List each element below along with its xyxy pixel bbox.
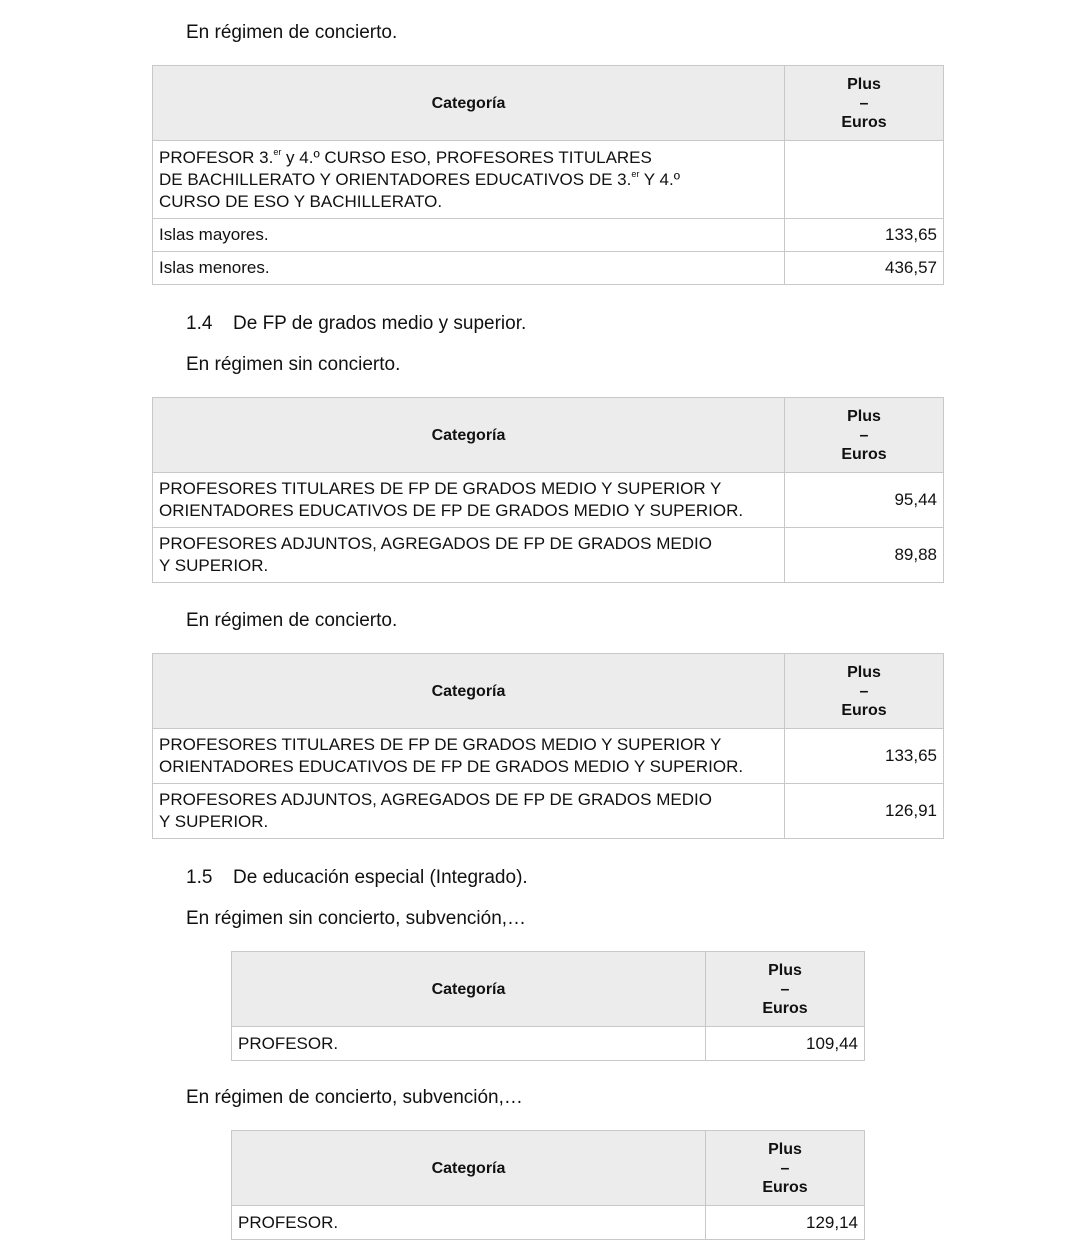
header-dash: – [859,682,869,700]
table-row [153,784,944,839]
value-cell: 436,57 [785,252,944,285]
superscript: er [273,146,282,157]
section-subheading: En régimen sin concierto, subvención,… [186,908,527,929]
category-text: Y SUPERIOR. [159,812,269,831]
category-cell [153,528,785,583]
category-cell [153,729,785,784]
table-group-row [153,141,944,219]
table-header-row [232,1131,865,1206]
table-row [153,252,944,285]
table-header-row [153,66,944,141]
column-header-categoria: Categoría [153,398,785,473]
header-plus: Plus [847,75,881,93]
salary-table-especial-sin-concierto [231,951,865,1061]
section-subheading: En régimen de concierto, subvención,… [186,1087,523,1108]
category-text: Y SUPERIOR. [159,556,269,575]
category-cell: PROFESOR. [232,1206,706,1240]
value-cell: 95,44 [785,473,944,528]
salary-table-fp-concierto [152,653,944,839]
category-text: PROFESORES ADJUNTOS, AGREGADOS DE FP DE GRADOS MEDIO [159,534,712,553]
column-header-categoria: Categoría [232,952,706,1027]
category-text: PROFESORES ADJUNTOS, AGREGADOS DE FP DE GRADOS MEDIO [159,790,712,809]
section-title: De FP de grados medio y superior. [233,313,527,334]
table-row [153,473,944,528]
table-row [153,528,944,583]
section-subheading: En régimen sin concierto. [186,354,401,375]
column-header-categoria: Categoría [153,66,785,141]
table-header-row [153,654,944,729]
value-cell: 126,91 [785,784,944,839]
salary-table-fp-sin-concierto [152,397,944,583]
category-text: y 4.º CURSO ESO, PROFESORES TITULARES [281,147,652,167]
section-subheading: En régimen de concierto. [186,22,398,43]
salary-table-especial-concierto [231,1130,865,1240]
table-header-row [232,952,865,1027]
category-text: PROFESORES TITULARES DE FP DE GRADOS MEDIO Y SUPERIOR Y [159,735,722,754]
section-subheading: En régimen de concierto. [186,610,398,631]
value-cell-empty [785,141,944,219]
header-plus: Plus [847,663,881,681]
column-header-plus-euros [706,952,865,1027]
header-euros: Euros [841,113,887,131]
value-cell: 129,14 [706,1206,865,1240]
category-text: PROFESOR 3. [159,147,274,167]
header-dash: – [859,426,869,444]
salary-table-concierto [152,65,944,285]
header-euros: Euros [762,999,808,1017]
header-dash: – [859,94,869,112]
table-row [232,1206,865,1240]
category-text: ORIENTADORES EDUCATIVOS DE FP DE GRADOS MEDIO Y SUPERIOR. [159,757,744,776]
section-title: De educación especial (Integrado). [233,867,528,888]
category-text: CURSO DE ESO Y BACHILLERATO. [159,191,443,211]
header-dash: – [780,1159,790,1177]
section-number: 1.5 [186,867,213,888]
column-header-plus-euros [785,66,944,141]
section-number: 1.4 [186,313,213,334]
column-header-categoria: Categoría [153,654,785,729]
column-header-categoria: Categoría [232,1131,706,1206]
header-dash: – [780,980,790,998]
category-cell [153,784,785,839]
category-text: PROFESORES TITULARES DE FP DE GRADOS MEDIO Y SUPERIOR Y [159,479,722,498]
category-text: DE BACHILLERATO Y ORIENTADORES EDUCATIVOS DE 3. [159,169,632,189]
column-header-plus-euros [706,1131,865,1206]
header-euros: Euros [841,445,887,463]
category-cell: Islas mayores. [153,219,785,252]
column-header-plus-euros [785,398,944,473]
header-plus: Plus [847,407,881,425]
section-heading [186,313,526,335]
value-cell: 89,88 [785,528,944,583]
category-cell [153,141,785,219]
category-cell: PROFESOR. [232,1027,706,1061]
header-plus: Plus [768,1140,802,1158]
table-row [153,729,944,784]
header-euros: Euros [841,701,887,719]
header-plus: Plus [768,961,802,979]
value-cell: 109,44 [706,1027,865,1061]
table-row [153,219,944,252]
column-header-plus-euros [785,654,944,729]
category-cell [153,473,785,528]
header-euros: Euros [762,1178,808,1196]
category-text: ORIENTADORES EDUCATIVOS DE FP DE GRADOS MEDIO Y SUPERIOR. [159,501,744,520]
category-cell: Islas menores. [153,252,785,285]
category-text: Y 4.º [639,169,680,189]
table-header-row [153,398,944,473]
superscript: er [631,168,640,179]
value-cell: 133,65 [785,729,944,784]
table-row [232,1027,865,1061]
section-heading [186,867,528,889]
value-cell: 133,65 [785,219,944,252]
